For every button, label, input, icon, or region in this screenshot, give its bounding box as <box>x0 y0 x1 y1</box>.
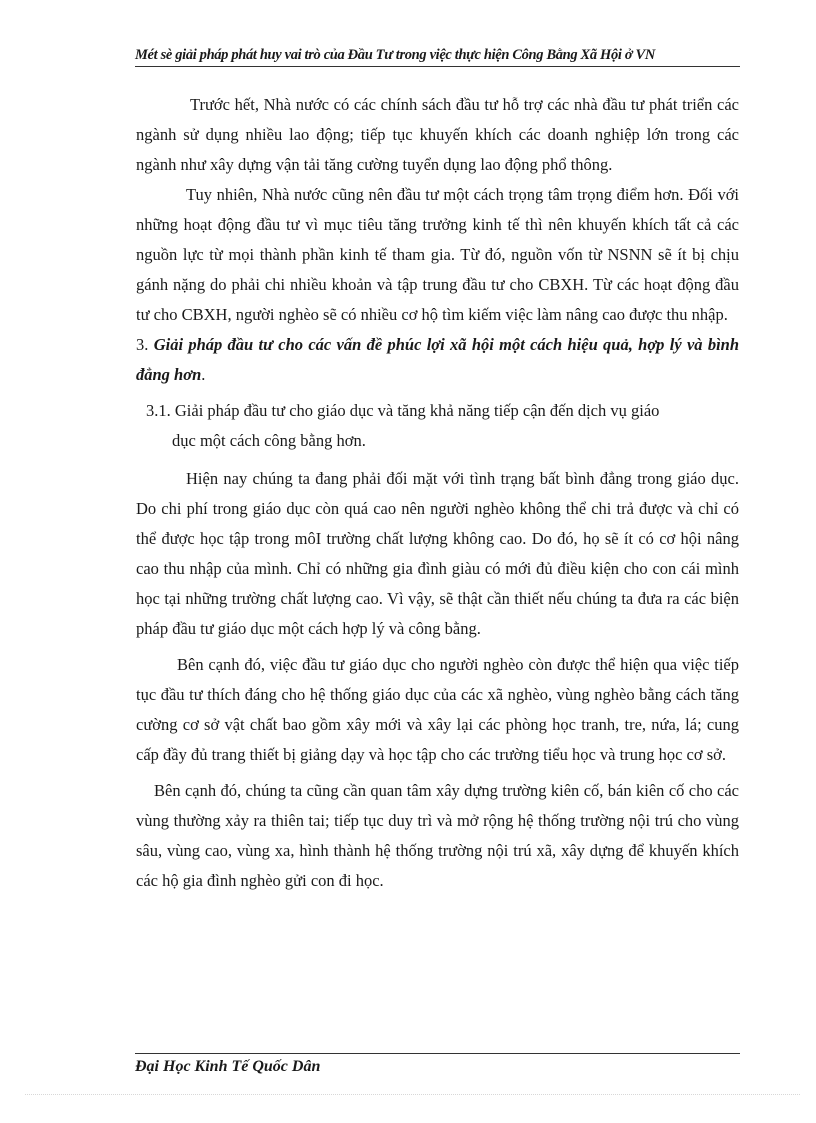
section-heading-text: Giải pháp đầu tư cho các vấn đề phúc lợi xã hội một cách hiệu quả, hợp lý và bình đẳng hơn <box>136 335 740 384</box>
running-footer: Đại Học Kinh Tế Quốc Dân <box>135 1058 321 1075</box>
page-bottom-edge <box>25 1094 800 1095</box>
section-heading-3 <box>136 330 739 390</box>
paragraph-5: Bên cạnh đó, chúng ta cũng cần quan tâm xây dựng trường kiên cố, bán kiên cố cho các vùng thường xảy ra thiên tai; tiếp tục duy trì và mở rộng hệ thống trường nội trú cho vùng sâu, vùng cao, vùng xa, hình thành hệ thống trường nội trú xã, xây dựng để khuyến khích các hộ gia đình nghèo gửi con đi học. <box>136 781 739 890</box>
paragraph-3: Hiện nay chúng ta đang phải đối mặt với tình trạng bất bình đẳng trong giáo dục. Do chi phí trong giáo dục còn quá cao nên người nghèo không thể chi trả được và chỉ có thể được học tập trong môI trường chất lượng không cao. Do đó, họ sẽ ít có cơ hội nâng cao thu nhập của mình. Chỉ có những gia đình giàu có mới đủ điều kiện cho con cái mình học tại những trường chất lượng cao. Vì vậy, sẽ thật cần thiết nếu chúng ta đưa ra các biện pháp đầu tư giáo dục một cách hợp lý và công bằng. <box>136 469 739 638</box>
paragraph-4: Bên cạnh đó, việc đầu tư giáo dục cho người nghèo còn được thể hiện qua việc tiếp tục đầu tư thích đáng cho hệ thống giáo dục của các xã nghèo, vùng nghèo bằng cách tăng cường cơ sở vật chất bao gồm xây mới và xây lại các phòng học tranh, tre, nứa, lá; cung cấp đầy đủ trang thiết bị giảng dạy và học tập cho các trường tiểu học và trung học cơ sở. <box>136 655 739 764</box>
subsection-heading-3-1 <box>146 396 739 456</box>
running-header: Mét sè giải pháp phát huy vai trò của Đầu Tư trong việc thực hiện Công Bằng Xã Hội ở VN <box>135 47 655 63</box>
header-divider <box>135 66 740 67</box>
document-body <box>136 90 739 896</box>
subsection-heading-line-2: dục một cách công bằng hơn. <box>172 431 366 450</box>
section-number: 3. <box>136 335 149 354</box>
paragraph-1: Trước hết, Nhà nước có các chính sách đầu tư hỗ trợ các nhà đầu tư phát triển các ngành sử dụng nhiều lao động; tiếp tục khuyến khích các doanh nghiệp lớn trong các ngành như xây dựng vận tải tăng cường tuyển dụng lao động phổ thông. <box>136 95 739 174</box>
footer-divider <box>135 1053 740 1054</box>
section-heading-end: . <box>201 365 206 384</box>
subsection-heading-line-1: 3.1. Giải pháp đầu tư cho giáo dục và tăng khả năng tiếp cận đến dịch vụ giáo <box>146 401 660 420</box>
paragraph-2: Tuy nhiên, Nhà nước cũng nên đầu tư một cách trọng tâm trọng điểm hơn. Đối với những hoạt động đầu tư vì mục tiêu tăng trưởng kinh tế thì nên khuyến khích tất cả các nguồn lực từ mọi thành phần kinh tế tham gia. Từ đó, nguồn vốn từ NSNN sẽ ít bị chịu gánh nặng do phải chi nhiều khoản và tập trung đầu tư cho CBXH. Từ các hoạt động đầu tư cho CBXH, người nghèo sẽ có nhiều cơ hộ tìm kiếm việc làm nâng cao được thu nhập. <box>136 185 739 324</box>
